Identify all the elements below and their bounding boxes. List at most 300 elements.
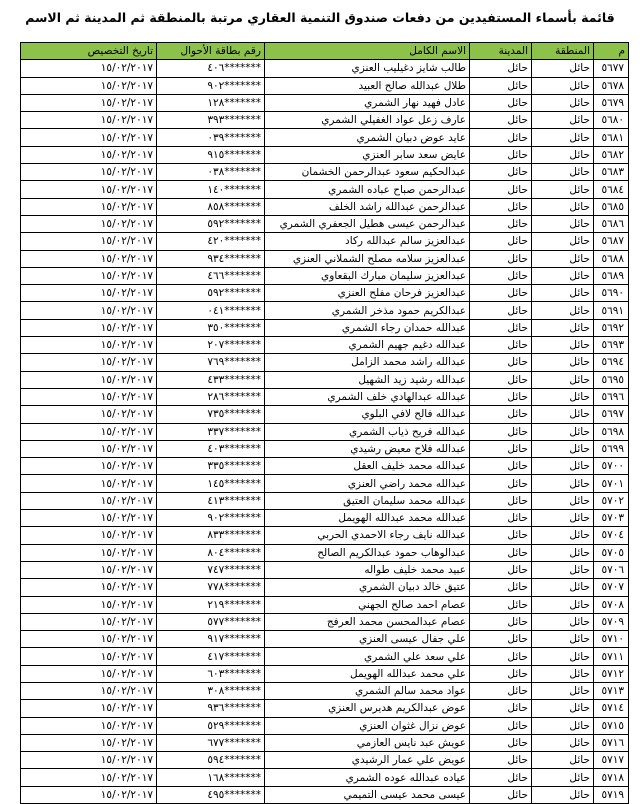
city-cell: حائل <box>470 596 532 613</box>
allocation-date-cell: ١٥/٠٢/٢٠١٧ <box>21 769 157 786</box>
region-cell: حائل <box>532 527 594 544</box>
row-number: ٥٧١٨ <box>594 769 629 786</box>
row-number: ٥٧١٠ <box>594 631 629 648</box>
region-cell: حائل <box>532 285 594 302</box>
region-cell: حائل <box>532 388 594 405</box>
row-number: ٥٧٠٦ <box>594 561 629 578</box>
row-number: ٥٧١٦ <box>594 734 629 751</box>
id-card-cell: *******٤٦٦ <box>157 267 265 284</box>
region-cell: حائل <box>532 60 594 77</box>
row-number: ٥٦٨٦ <box>594 215 629 232</box>
row-number: ٥٧١١ <box>594 648 629 665</box>
allocation-date-cell: ١٥/٠٢/٢٠١٧ <box>21 665 157 682</box>
table-row <box>21 319 629 336</box>
city-cell: حائل <box>470 700 532 717</box>
id-card-cell: *******٤١٣ <box>157 492 265 509</box>
table-row <box>21 613 629 630</box>
allocation-date-cell: ١٥/٠٢/٢٠١٧ <box>21 388 157 405</box>
id-card-cell: *******٣٣٧ <box>157 423 265 440</box>
table-row <box>21 475 629 492</box>
full-name-cell: عبدالعزيز سالم عبدالله ركاد <box>265 233 470 250</box>
header-name: الاسم الكامل <box>265 43 470 60</box>
city-cell: حائل <box>470 561 532 578</box>
row-number: ٥٦٩٧ <box>594 406 629 423</box>
id-card-cell: *******٩٠٢ <box>157 77 265 94</box>
id-card-cell: *******٢٠٧ <box>157 337 265 354</box>
id-card-cell: *******٢٨٦ <box>157 388 265 405</box>
full-name-cell: عبدالحكيم سعود عبدالرحمن الخشمان <box>265 164 470 181</box>
allocation-date-cell: ١٥/٠٢/٢٠١٧ <box>21 215 157 232</box>
allocation-date-cell: ١٥/٠٢/٢٠١٧ <box>21 181 157 198</box>
table-row <box>21 371 629 388</box>
table-row <box>21 440 629 457</box>
region-cell: حائل <box>532 250 594 267</box>
id-card-cell: *******٤٠٣ <box>157 440 265 457</box>
region-cell: حائل <box>532 198 594 215</box>
full-name-cell: عبدالله راشد محمد الزامل <box>265 354 470 371</box>
city-cell: حائل <box>470 579 532 596</box>
region-cell: حائل <box>532 77 594 94</box>
allocation-date-cell: ١٥/٠٢/٢٠١٧ <box>21 164 157 181</box>
row-number: ٥٦٩٢ <box>594 319 629 336</box>
region-cell: حائل <box>532 319 594 336</box>
city-cell: حائل <box>470 786 532 803</box>
allocation-date-cell: ١٥/٠٢/٢٠١٧ <box>21 613 157 630</box>
city-cell: حائل <box>470 406 532 423</box>
id-card-cell: *******٨٣٣ <box>157 527 265 544</box>
beneficiaries-table <box>20 42 629 804</box>
city-cell: حائل <box>470 354 532 371</box>
full-name-cell: عويض علي عمار الرشيدي <box>265 752 470 769</box>
allocation-date-cell: ١٥/٠٢/٢٠١٧ <box>21 94 157 111</box>
allocation-date-cell: ١٥/٠٢/٢٠١٧ <box>21 544 157 561</box>
table-row <box>21 510 629 527</box>
city-cell: حائل <box>470 682 532 699</box>
id-card-cell: *******١٢٨ <box>157 94 265 111</box>
id-card-cell: *******٣٥٠ <box>157 319 265 336</box>
row-number: ٥٦٩١ <box>594 302 629 319</box>
row-number: ٥٧٠٨ <box>594 596 629 613</box>
full-name-cell: عيسى محمد عيسى التميمي <box>265 786 470 803</box>
table-row <box>21 527 629 544</box>
table-row <box>21 579 629 596</box>
region-cell: حائل <box>532 631 594 648</box>
city-cell: حائل <box>470 423 532 440</box>
table-row <box>21 164 629 181</box>
region-cell: حائل <box>532 492 594 509</box>
allocation-date-cell: ١٥/٠٢/٢٠١٧ <box>21 579 157 596</box>
region-cell: حائل <box>532 561 594 578</box>
header-city: المدينة <box>470 43 532 60</box>
full-name-cell: عبدالله حمدان رجاء الشمري <box>265 319 470 336</box>
row-number: ٥٧٠٣ <box>594 510 629 527</box>
full-name-cell: عواد محمد سالم الشمري <box>265 682 470 699</box>
id-card-cell: *******٤٠٦ <box>157 60 265 77</box>
city-cell: حائل <box>470 319 532 336</box>
table-row <box>21 94 629 111</box>
city-cell: حائل <box>470 458 532 475</box>
full-name-cell: عبدالعزيز سليمان مبارك البقعاوي <box>265 267 470 284</box>
region-cell: حائل <box>532 112 594 129</box>
region-cell: حائل <box>532 734 594 751</box>
full-name-cell: عايد عوض دبيان الشمري <box>265 129 470 146</box>
table-row <box>21 752 629 769</box>
full-name-cell: عوض نزال غثوان العنزي <box>265 717 470 734</box>
row-number: ٥٦٨٨ <box>594 250 629 267</box>
id-card-cell: *******٨٠٤ <box>157 544 265 561</box>
city-cell: حائل <box>470 285 532 302</box>
id-card-cell: *******٥٩٤ <box>157 752 265 769</box>
table-row <box>21 181 629 198</box>
region-cell: حائل <box>532 786 594 803</box>
region-cell: حائل <box>532 302 594 319</box>
table-row <box>21 423 629 440</box>
id-card-cell: *******٥٢٩ <box>157 717 265 734</box>
city-cell: حائل <box>470 510 532 527</box>
region-cell: حائل <box>532 510 594 527</box>
region-cell: حائل <box>532 613 594 630</box>
id-card-cell: *******٥٩٢ <box>157 215 265 232</box>
city-cell: حائل <box>470 769 532 786</box>
header-id: رقم بطاقة الأحوال <box>157 43 265 60</box>
full-name-cell: عبدالله محمد عبدالله الهويمل <box>265 510 470 527</box>
table-row <box>21 648 629 665</box>
allocation-date-cell: ١٥/٠٢/٢٠١٧ <box>21 561 157 578</box>
row-number: ٥٦٧٨ <box>594 77 629 94</box>
full-name-cell: عويش عبد نايس العازمي <box>265 734 470 751</box>
allocation-date-cell: ١٥/٠٢/٢٠١٧ <box>21 337 157 354</box>
city-cell: حائل <box>470 164 532 181</box>
row-number: ٥٧٠٤ <box>594 527 629 544</box>
full-name-cell: عبدالله نايف رجاء الاحمدي الحربي <box>265 527 470 544</box>
allocation-date-cell: ١٥/٠٢/٢٠١٧ <box>21 354 157 371</box>
city-cell: حائل <box>470 631 532 648</box>
table-row <box>21 682 629 699</box>
row-number: ٥٧٠٠ <box>594 458 629 475</box>
allocation-date-cell: ١٥/٠٢/٢٠١٧ <box>21 510 157 527</box>
region-cell: حائل <box>532 423 594 440</box>
row-number: ٥٦٨٩ <box>594 267 629 284</box>
table-row <box>21 388 629 405</box>
city-cell: حائل <box>470 146 532 163</box>
region-cell: حائل <box>532 129 594 146</box>
allocation-date-cell: ١٥/٠٢/٢٠١٧ <box>21 129 157 146</box>
id-card-cell: *******٩١٥ <box>157 146 265 163</box>
city-cell: حائل <box>470 475 532 492</box>
region-cell: حائل <box>532 233 594 250</box>
row-number: ٥٧١٧ <box>594 752 629 769</box>
region-cell: حائل <box>532 215 594 232</box>
id-card-cell: *******٤٩٥ <box>157 786 265 803</box>
table-row <box>21 717 629 734</box>
table-row <box>21 129 629 146</box>
region-cell: حائل <box>532 354 594 371</box>
city-cell: حائل <box>470 527 532 544</box>
allocation-date-cell: ١٥/٠٢/٢٠١٧ <box>21 786 157 803</box>
city-cell: حائل <box>470 112 532 129</box>
city-cell: حائل <box>470 215 532 232</box>
table-row <box>21 267 629 284</box>
region-cell: حائل <box>532 665 594 682</box>
table-row <box>21 700 629 717</box>
table-row <box>21 60 629 77</box>
full-name-cell: علي جفال عيسى العنزي <box>265 631 470 648</box>
id-card-cell: *******٩٣٦ <box>157 700 265 717</box>
full-name-cell: عياده عبدالله عوده الشمري <box>265 769 470 786</box>
allocation-date-cell: ١٥/٠٢/٢٠١٧ <box>21 302 157 319</box>
table-row <box>21 146 629 163</box>
id-card-cell: *******٣٣٥ <box>157 458 265 475</box>
full-name-cell: عادل فهيد نهار الشمري <box>265 94 470 111</box>
row-number: ٥٦٨٧ <box>594 233 629 250</box>
row-number: ٥٦٩٨ <box>594 423 629 440</box>
row-number: ٥٧١٢ <box>594 665 629 682</box>
row-number: ٥٧٠٥ <box>594 544 629 561</box>
full-name-cell: عبدالرحمن عبدالله راشد الخلف <box>265 198 470 215</box>
allocation-date-cell: ١٥/٠٢/٢٠١٧ <box>21 596 157 613</box>
city-cell: حائل <box>470 267 532 284</box>
full-name-cell: عتيق خالد دبيان الشمري <box>265 579 470 596</box>
table-row <box>21 198 629 215</box>
region-cell: حائل <box>532 769 594 786</box>
table-row <box>21 665 629 682</box>
row-number: ٥٧١٥ <box>594 717 629 734</box>
table-row <box>21 302 629 319</box>
allocation-date-cell: ١٥/٠٢/٢٠١٧ <box>21 492 157 509</box>
table-row <box>21 354 629 371</box>
allocation-date-cell: ١٥/٠٢/٢٠١٧ <box>21 631 157 648</box>
id-card-cell: *******٦٠٣ <box>157 665 265 682</box>
table-row <box>21 250 629 267</box>
region-cell: حائل <box>532 406 594 423</box>
id-card-cell: *******٧٧٨ <box>157 579 265 596</box>
city-cell: حائل <box>470 648 532 665</box>
table-row <box>21 215 629 232</box>
full-name-cell: علي محمد عبدالله الهويمل <box>265 665 470 682</box>
table-row <box>21 77 629 94</box>
region-cell: حائل <box>532 700 594 717</box>
region-cell: حائل <box>532 717 594 734</box>
table-row <box>21 786 629 803</box>
region-cell: حائل <box>532 752 594 769</box>
id-card-cell: *******٥٧٧ <box>157 613 265 630</box>
id-card-cell: *******٩١٧ <box>157 631 265 648</box>
allocation-date-cell: ١٥/٠٢/٢٠١٧ <box>21 717 157 734</box>
row-number: ٥٧١٩ <box>594 786 629 803</box>
id-card-cell: *******١٦٨ <box>157 769 265 786</box>
id-card-cell: *******٦٧٧ <box>157 734 265 751</box>
region-cell: حائل <box>532 94 594 111</box>
allocation-date-cell: ١٥/٠٢/٢٠١٧ <box>21 267 157 284</box>
id-card-cell: *******٤٣٣ <box>157 371 265 388</box>
header-num: م <box>594 43 629 60</box>
allocation-date-cell: ١٥/٠٢/٢٠١٧ <box>21 371 157 388</box>
region-cell: حائل <box>532 371 594 388</box>
document-title: قائمة بأسماء المستفيدين من دفعات صندوق التنمية العقاري مرتبة بالمنطقة ثم المدينة ثم الاسم <box>25 10 615 25</box>
allocation-date-cell: ١٥/٠٢/٢٠١٧ <box>21 406 157 423</box>
id-card-cell: *******٩٠٢ <box>157 510 265 527</box>
id-card-cell: *******٠٤١ <box>157 302 265 319</box>
allocation-date-cell: ١٥/٠٢/٢٠١٧ <box>21 60 157 77</box>
full-name-cell: عبدالله دغيم جهيم الشمري <box>265 337 470 354</box>
allocation-date-cell: ١٥/٠٢/٢٠١٧ <box>21 440 157 457</box>
full-name-cell: عبدالوهاب حمود عبدالكريم الصالح <box>265 544 470 561</box>
id-card-cell: *******٤٢٠ <box>157 233 265 250</box>
row-number: ٥٦٨١ <box>594 129 629 146</box>
allocation-date-cell: ١٥/٠٢/٢٠١٧ <box>21 77 157 94</box>
id-card-cell: *******٧٣٥ <box>157 406 265 423</box>
city-cell: حائل <box>470 613 532 630</box>
allocation-date-cell: ١٥/٠٢/٢٠١٧ <box>21 458 157 475</box>
full-name-cell: عارف زعل عواد الغفيلي الشمري <box>265 112 470 129</box>
region-cell: حائل <box>532 337 594 354</box>
full-name-cell: عبدالله فريح ذياب الشمري <box>265 423 470 440</box>
full-name-cell: عبدالله عبدالهادي خلف الشمري <box>265 388 470 405</box>
row-number: ٥٦٨٠ <box>594 112 629 129</box>
id-card-cell: *******٠٣٨ <box>157 164 265 181</box>
row-number: ٥٧١٣ <box>594 682 629 699</box>
region-cell: حائل <box>532 440 594 457</box>
allocation-date-cell: ١٥/٠٢/٢٠١٧ <box>21 752 157 769</box>
id-card-cell: *******٥٩٢ <box>157 285 265 302</box>
allocation-date-cell: ١٥/٠٢/٢٠١٧ <box>21 250 157 267</box>
region-cell: حائل <box>532 579 594 596</box>
table-row <box>21 561 629 578</box>
full-name-cell: طلال عبدالله صالح العبيد <box>265 77 470 94</box>
table-row <box>21 337 629 354</box>
full-name-cell: عبدالرحمن صباح عباده الشمري <box>265 181 470 198</box>
city-cell: حائل <box>470 250 532 267</box>
allocation-date-cell: ١٥/٠٢/٢٠١٧ <box>21 423 157 440</box>
full-name-cell: عبدالعزيز سلامه مصلح الشملاني العنزي <box>265 250 470 267</box>
id-card-cell: *******٠٣٩ <box>157 129 265 146</box>
allocation-date-cell: ١٥/٠٢/٢٠١٧ <box>21 700 157 717</box>
row-number: ٥٦٨٣ <box>594 164 629 181</box>
full-name-cell: علي سعد علي الشمري <box>265 648 470 665</box>
full-name-cell: عبدالله محمد راضي العنزي <box>265 475 470 492</box>
region-cell: حائل <box>532 596 594 613</box>
table-row <box>21 406 629 423</box>
region-cell: حائل <box>532 682 594 699</box>
city-cell: حائل <box>470 388 532 405</box>
id-card-cell: *******٧٤٧ <box>157 561 265 578</box>
row-number: ٥٦٩٩ <box>594 440 629 457</box>
id-card-cell: *******٩٣٤ <box>157 250 265 267</box>
id-card-cell: *******٤١٧ <box>157 648 265 665</box>
allocation-date-cell: ١٥/٠٢/٢٠١٧ <box>21 198 157 215</box>
allocation-date-cell: ١٥/٠٢/٢٠١٧ <box>21 734 157 751</box>
id-card-cell: *******٢١٩ <box>157 596 265 613</box>
city-cell: حائل <box>470 371 532 388</box>
city-cell: حائل <box>470 752 532 769</box>
id-card-cell: *******٣٠٨ <box>157 682 265 699</box>
city-cell: حائل <box>470 233 532 250</box>
table-row <box>21 233 629 250</box>
city-cell: حائل <box>470 60 532 77</box>
region-cell: حائل <box>532 146 594 163</box>
row-number: ٥٧٠١ <box>594 475 629 492</box>
row-number: ٥٦٩٣ <box>594 337 629 354</box>
row-number: ٥٧١٤ <box>594 700 629 717</box>
row-number: ٥٧٠٩ <box>594 613 629 630</box>
full-name-cell: عبدالله محمد خليف العقل <box>265 458 470 475</box>
header-row <box>21 43 629 60</box>
full-name-cell: عايض سعد سابر العنزي <box>265 146 470 163</box>
full-name-cell: عبدالرحمن عيسى هطيل الجعفري الشمري <box>265 215 470 232</box>
table-row <box>21 734 629 751</box>
allocation-date-cell: ١٥/٠٢/٢٠١٧ <box>21 527 157 544</box>
header-region: المنطقة <box>532 43 594 60</box>
region-cell: حائل <box>532 267 594 284</box>
city-cell: حائل <box>470 734 532 751</box>
row-number: ٥٦٨٢ <box>594 146 629 163</box>
id-card-cell: *******٧٦٩ <box>157 354 265 371</box>
city-cell: حائل <box>470 717 532 734</box>
region-cell: حائل <box>532 164 594 181</box>
allocation-date-cell: ١٥/٠٢/٢٠١٧ <box>21 146 157 163</box>
full-name-cell: عبدالله فلاح معيض رشيدي <box>265 440 470 457</box>
id-card-cell: *******٣٩٣ <box>157 112 265 129</box>
id-card-cell: *******١٤٠ <box>157 181 265 198</box>
city-cell: حائل <box>470 665 532 682</box>
full-name-cell: عبيد محمد خليف طواله <box>265 561 470 578</box>
full-name-cell: عبدالله رشيد زيد الشهيل <box>265 371 470 388</box>
row-number: ٥٦٩٥ <box>594 371 629 388</box>
table-row <box>21 596 629 613</box>
table-row <box>21 285 629 302</box>
row-number: ٥٧٠٢ <box>594 492 629 509</box>
row-number: ٥٧٠٧ <box>594 579 629 596</box>
city-cell: حائل <box>470 198 532 215</box>
table-row <box>21 112 629 129</box>
full-name-cell: عوض عبدالكريم هديرس العنزي <box>265 700 470 717</box>
allocation-date-cell: ١٥/٠٢/٢٠١٧ <box>21 285 157 302</box>
row-number: ٥٦٨٥ <box>594 198 629 215</box>
full-name-cell: عبدالله محمد سليمان العتيق <box>265 492 470 509</box>
row-number: ٥٦٩٠ <box>594 285 629 302</box>
row-number: ٥٦٩٤ <box>594 354 629 371</box>
table-row <box>21 544 629 561</box>
city-cell: حائل <box>470 544 532 561</box>
table-body <box>21 60 629 804</box>
full-name-cell: طالب شايز دغيليب العنزي <box>265 60 470 77</box>
table-row <box>21 769 629 786</box>
region-cell: حائل <box>532 475 594 492</box>
table-row <box>21 492 629 509</box>
city-cell: حائل <box>470 129 532 146</box>
full-name-cell: عصام عبدالمحسن محمد العرفج <box>265 613 470 630</box>
row-number: ٥٦٩٦ <box>594 388 629 405</box>
table-header <box>21 43 629 60</box>
id-card-cell: *******٨٥٨ <box>157 198 265 215</box>
allocation-date-cell: ١٥/٠٢/٢٠١٧ <box>21 319 157 336</box>
city-cell: حائل <box>470 94 532 111</box>
full-name-cell: عصام احمد صالح الجهني <box>265 596 470 613</box>
table-row <box>21 631 629 648</box>
id-card-cell: *******١٤٥ <box>157 475 265 492</box>
allocation-date-cell: ١٥/٠٢/٢٠١٧ <box>21 648 157 665</box>
city-cell: حائل <box>470 181 532 198</box>
city-cell: حائل <box>470 492 532 509</box>
allocation-date-cell: ١٥/٠٢/٢٠١٧ <box>21 682 157 699</box>
full-name-cell: عبدالله فالح لافي البلوي <box>265 406 470 423</box>
row-number: ٥٦٨٤ <box>594 181 629 198</box>
full-name-cell: عبدالكريم حمود مذخر الشمري <box>265 302 470 319</box>
allocation-date-cell: ١٥/٠٢/٢٠١٧ <box>21 233 157 250</box>
city-cell: حائل <box>470 77 532 94</box>
row-number: ٥٦٧٧ <box>594 60 629 77</box>
full-name-cell: عبدالعزيز فرحان مفلح العنزي <box>265 285 470 302</box>
